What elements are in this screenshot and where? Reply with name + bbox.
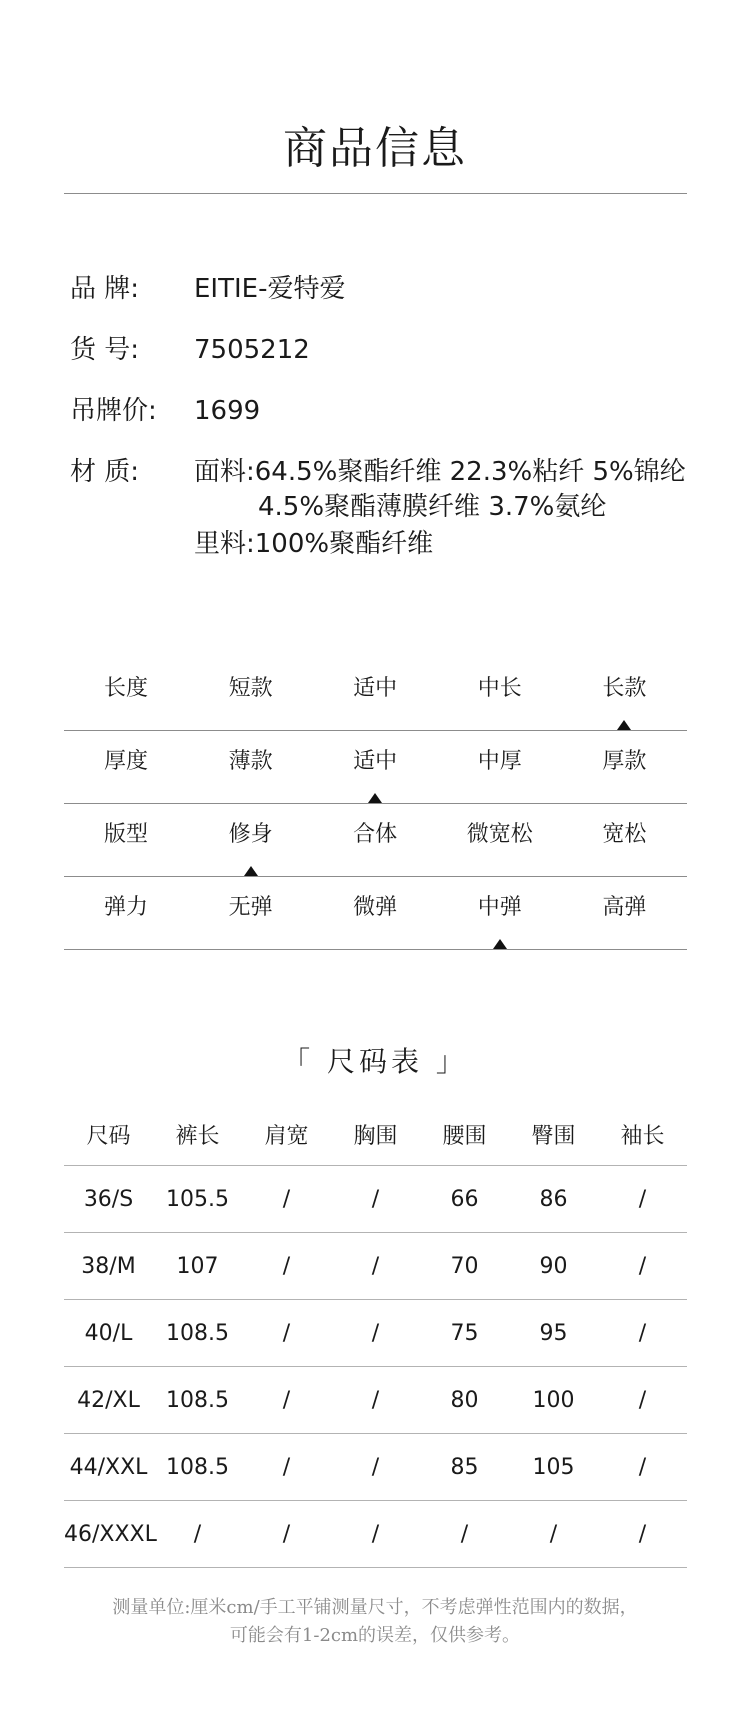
table-cell: 105.5 bbox=[166, 1187, 229, 1212]
table-row bbox=[64, 1434, 687, 1501]
table-row bbox=[64, 1367, 687, 1434]
table-cell: 70 bbox=[450, 1254, 479, 1279]
selected-marker-icon bbox=[244, 866, 258, 876]
column-header: 胸围 bbox=[353, 1124, 398, 1149]
column-header: 肩宽 bbox=[264, 1124, 309, 1149]
table-cell: / bbox=[638, 1388, 647, 1413]
table-cell: 108.5 bbox=[166, 1388, 229, 1413]
attribute-row bbox=[64, 731, 687, 804]
table-cell: / bbox=[638, 1321, 647, 1346]
column-header: 腰围 bbox=[442, 1124, 487, 1149]
attribute-name: 长度 bbox=[103, 676, 148, 701]
table-cell: / bbox=[371, 1254, 380, 1279]
attribute-option: 长款 bbox=[602, 676, 647, 701]
table-cell: / bbox=[282, 1321, 291, 1346]
table-row bbox=[64, 1233, 687, 1300]
column-header: 臀围 bbox=[531, 1124, 576, 1149]
table-row bbox=[64, 1166, 687, 1233]
table-cell: / bbox=[371, 1321, 380, 1346]
table-cell: 100 bbox=[532, 1388, 575, 1413]
table-cell: 85 bbox=[450, 1455, 479, 1480]
table-cell: / bbox=[371, 1187, 380, 1212]
column-header: 裤长 bbox=[175, 1124, 220, 1149]
table-row bbox=[64, 1501, 687, 1568]
table-cell: 66 bbox=[450, 1187, 479, 1212]
attribute-option: 适中 bbox=[353, 749, 398, 774]
info-value: EITIE-爱特爱 bbox=[194, 274, 346, 304]
column-header: 袖长 bbox=[620, 1124, 665, 1149]
info-label: 货 号: bbox=[70, 335, 140, 365]
attribute-divider bbox=[64, 949, 687, 950]
table-cell: / bbox=[282, 1254, 291, 1279]
material-line: 4.5%聚酯薄膜纤维 3.7%氨纶 bbox=[258, 492, 607, 522]
table-cell: 107 bbox=[176, 1254, 219, 1279]
attribute-row bbox=[64, 658, 687, 731]
size-chart-title: 「 尺码表 」 bbox=[282, 1045, 468, 1078]
material-line: 面料:64.5%聚酯纤维 22.3%粘纤 5%锦纶 bbox=[194, 457, 686, 487]
attribute-option: 厚款 bbox=[602, 749, 647, 774]
info-value: 1699 bbox=[194, 396, 261, 426]
table-cell: / bbox=[282, 1187, 291, 1212]
attribute-name: 厚度 bbox=[103, 749, 148, 774]
attribute-option: 微宽松 bbox=[466, 822, 533, 847]
table-cell: 44/XXL bbox=[69, 1455, 148, 1480]
attribute-option: 合体 bbox=[353, 822, 398, 847]
info-label: 材 质: bbox=[70, 457, 140, 487]
row-divider bbox=[64, 1567, 687, 1568]
table-cell: / bbox=[282, 1455, 291, 1480]
attribute-option: 中厚 bbox=[477, 749, 522, 774]
material-line: 里料:100%聚酯纤维 bbox=[194, 529, 434, 559]
table-cell: 105 bbox=[532, 1455, 575, 1480]
table-cell: / bbox=[638, 1187, 647, 1212]
attribute-option: 短款 bbox=[228, 676, 273, 701]
attribute-option: 宽松 bbox=[602, 822, 647, 847]
table-cell: 42/XL bbox=[77, 1388, 140, 1413]
table-cell: 86 bbox=[539, 1187, 568, 1212]
attribute-option: 适中 bbox=[353, 676, 398, 701]
table-cell: 75 bbox=[450, 1321, 479, 1346]
selected-marker-icon bbox=[617, 720, 631, 730]
attribute-name: 弹力 bbox=[103, 895, 148, 920]
table-cell: / bbox=[282, 1388, 291, 1413]
info-value: 7505212 bbox=[194, 335, 310, 365]
measurement-note: 测量单位:厘米cm/手工平铺测量尺寸，不考虑弹性范围内的数据， bbox=[112, 1597, 638, 1618]
table-cell: 40/L bbox=[84, 1321, 133, 1346]
selected-marker-icon bbox=[368, 793, 382, 803]
table-cell: / bbox=[549, 1522, 558, 1547]
attribute-option: 无弹 bbox=[228, 895, 273, 920]
table-cell: / bbox=[638, 1455, 647, 1480]
size-table bbox=[64, 1108, 687, 1568]
attribute-row bbox=[64, 804, 687, 877]
table-cell: / bbox=[638, 1254, 647, 1279]
table-cell: 108.5 bbox=[166, 1455, 229, 1480]
table-cell: / bbox=[638, 1522, 647, 1547]
table-cell: / bbox=[371, 1388, 380, 1413]
table-cell: 108.5 bbox=[166, 1321, 229, 1346]
table-row bbox=[64, 1300, 687, 1367]
page-title: 商品信息 bbox=[283, 123, 467, 174]
table-cell: 80 bbox=[450, 1388, 479, 1413]
table-cell: / bbox=[371, 1522, 380, 1547]
selected-marker-icon bbox=[493, 939, 507, 949]
attribute-option: 中弹 bbox=[477, 895, 522, 920]
table-cell: 36/S bbox=[83, 1187, 134, 1212]
table-cell: 90 bbox=[539, 1254, 568, 1279]
attribute-option: 中长 bbox=[477, 676, 522, 701]
table-cell: / bbox=[282, 1522, 291, 1547]
attribute-option: 高弹 bbox=[602, 895, 647, 920]
attribute-option: 微弹 bbox=[353, 895, 398, 920]
attribute-name: 版型 bbox=[103, 822, 148, 847]
info-label: 吊牌价: bbox=[70, 396, 157, 426]
table-cell: / bbox=[371, 1455, 380, 1480]
attribute-option: 修身 bbox=[228, 822, 273, 847]
measurement-note: 可能会有1-2cm的误差，仅供参考。 bbox=[229, 1625, 521, 1646]
table-cell: 38/M bbox=[81, 1254, 136, 1279]
column-header: 尺码 bbox=[86, 1124, 131, 1149]
attribute-option: 薄款 bbox=[228, 749, 273, 774]
table-cell: / bbox=[193, 1522, 202, 1547]
info-label: 品 牌: bbox=[70, 274, 140, 304]
size-table-header bbox=[64, 1108, 687, 1166]
title-divider bbox=[64, 193, 687, 194]
table-cell: 95 bbox=[539, 1321, 568, 1346]
attribute-row bbox=[64, 877, 687, 950]
table-cell: / bbox=[460, 1522, 469, 1547]
table-cell: 46/XXXL bbox=[64, 1522, 157, 1547]
